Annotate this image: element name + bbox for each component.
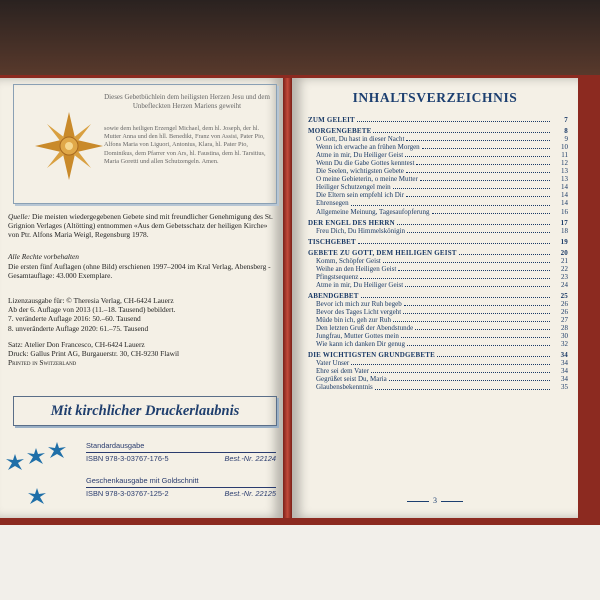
toc-entry-title: DIE WICHTIGSTEN GRUNDGEBETE (308, 351, 436, 360)
toc-entry-page: 23 (561, 272, 568, 281)
leader-dots (405, 156, 550, 157)
order-number: Best.-Nr. 22124 (224, 454, 276, 463)
toc-entry (308, 199, 568, 207)
leader-dots (389, 380, 550, 381)
toc-entry-page: 27 (561, 316, 568, 325)
leader-dots (383, 262, 550, 263)
toc-entry-title: Wenn ich erwache an frühen Morgen (316, 143, 420, 152)
blue-star-icon (27, 448, 45, 466)
leader-dots (361, 297, 550, 298)
isbn: ISBN 978-3-03767-176-5 (86, 454, 169, 463)
leader-dots (393, 188, 550, 189)
toc-entry-page: 14 (561, 183, 568, 192)
edition-name: Standardausgabe (86, 441, 145, 450)
toc-entry (308, 367, 568, 375)
leader-dots (398, 270, 550, 271)
toc-entry-page: 8 (564, 127, 568, 136)
toc-entry-page: 12 (561, 159, 568, 168)
toc-entry-title: O Gott, Du hast in dieser Nacht (316, 135, 405, 144)
toc-entry-page: 20 (560, 248, 568, 257)
leader-dots (415, 329, 550, 330)
toc-entry (308, 135, 568, 143)
toc-entry-title: Bevor ich mich zur Ruh begeb (316, 299, 402, 308)
leader-dots (406, 140, 550, 141)
illustration-caption: Dieses Gebetbüchlein dem heiligsten Herzen Jesu und dem Unbefleckten Herzen Mariens geweiht (104, 93, 270, 110)
toc-entry-title: Vater Unser (316, 359, 350, 368)
toc-entry-page: 34 (561, 367, 568, 376)
toc-entry-page: 34 (560, 351, 568, 360)
toc-entry-page: 10 (561, 143, 568, 152)
toc-entry-title: ZUM GELEIT (308, 116, 355, 124)
right-page (292, 78, 578, 518)
leader-dots (358, 243, 550, 244)
toc-entry-title: Wenn Du die Gabe Gottes kenntest (316, 159, 415, 168)
toc-entry-title: Heiliger Schutzengel mein (316, 183, 391, 192)
toc-entry-page: 26 (561, 308, 568, 317)
toc-entry (308, 257, 568, 265)
toc-section (308, 219, 568, 227)
isbn: ISBN 978-3-03767-125-2 (86, 489, 169, 498)
toc-entry-title: Den letzten Gruß der Abendstunde (316, 324, 414, 333)
toc-entry (308, 167, 568, 175)
toc-entry (308, 273, 568, 281)
toc-entry-page: 11 (561, 151, 568, 160)
leader-dots (373, 132, 550, 133)
toc-entry (308, 175, 568, 183)
toc-entry-title: Freu Dich, Du Himmelskönigin (316, 226, 406, 235)
toc-entry-page: 21 (561, 256, 568, 265)
toc-entry (308, 227, 568, 235)
leader-dots (371, 372, 550, 373)
toc-entry-title: Atme in mir, Du Heiliger Geist (316, 151, 404, 160)
edition-line: Ab der 6. Auflage von 2013 (11.–18. Tausend) bebildert. (8, 305, 176, 315)
imprimatur-banner (13, 396, 277, 426)
toc-entry-title: Gegrüßet seist Du, Maria (316, 375, 387, 384)
leader-dots (437, 356, 550, 357)
toc-entry-title: TISCHGEBET (308, 237, 356, 246)
toc-section (308, 116, 568, 124)
toc-entry-title: GEBETE ZU GOTT, DEM HEILIGEN GEIST (308, 248, 457, 257)
toc-entry-title: Weihe an den Heiligen Geist (316, 264, 397, 273)
book-spine (283, 78, 292, 518)
toc-entry-page: 17 (560, 218, 568, 227)
leader-dots (406, 172, 550, 173)
divider (86, 452, 276, 453)
leader-dots (407, 232, 550, 233)
toc-section (308, 249, 568, 257)
page-number (292, 496, 578, 505)
leader-dots (351, 205, 550, 206)
leader-dots (422, 148, 550, 149)
toc-entry-title: Müde bin ich, geh zur Ruh (316, 316, 392, 325)
leader-dots (404, 305, 550, 306)
toc-entry-page: 14 (561, 199, 568, 208)
illustration-box (13, 84, 277, 204)
leader-dots (403, 313, 550, 314)
toc-entry (308, 332, 568, 340)
toc-entry (308, 265, 568, 273)
toc-entry-page: 26 (561, 299, 568, 308)
toc-entry-title: Allgemeine Meinung, Tagesaufopferung (316, 207, 430, 216)
toc-entry-page: 32 (561, 340, 568, 349)
toc-entry-page: 22 (561, 264, 568, 273)
divider (86, 487, 276, 488)
rights-text: Alle Rechte vorbehalten (8, 252, 80, 261)
leader-dots (459, 254, 550, 255)
background-bottom (0, 520, 600, 600)
leader-dots (351, 364, 550, 365)
toc-entry (308, 208, 568, 216)
print-line: Printed in Switzerland (8, 358, 77, 368)
toc-entry (308, 340, 568, 348)
toc-entry-page: 18 (561, 226, 568, 235)
leader-dots (416, 164, 550, 165)
history-text: Die ersten fünf Auflagen (ohne Bild) erschienen 1997–2004 im Kral Verlag, Abensberg - Gesamtauflage: 43.000 Exemplare. (8, 262, 271, 281)
toc-entry (308, 316, 568, 324)
print-line: Satz: Atelier Don Francesco, CH-6424 Lauerz (8, 340, 145, 349)
edition-list (8, 296, 276, 333)
source-text: Die meisten wiedergegebenen Gebete sind mit freundlicher Genehmigung des St. Grignion Verlages (Altötting) entnommen «Aus dem Gebetsschatz der heiligen Kirche» von Ptr. Alfons Maria Weigl, Regensburg 1978. (8, 212, 273, 240)
toc-entry (308, 359, 568, 367)
toc-entry-page: 25 (560, 291, 568, 300)
toc-entry (308, 151, 568, 159)
blue-star-icon (6, 454, 24, 472)
toc-entry-title: Die Eltern sein empfehl ich Dir (316, 191, 405, 200)
toc-entry-title: Ehre sei dem Vater (316, 367, 369, 376)
toc-entry-page: 13 (561, 167, 568, 176)
toc-entry-page: 30 (561, 332, 568, 341)
leader-dots (407, 345, 550, 346)
toc-entry-title: Wie kann ich danken Dir genug (316, 340, 405, 349)
toc-section (308, 351, 568, 359)
toc-entry-page: 35 (561, 383, 568, 392)
background-top (0, 0, 600, 78)
leader-dots (406, 196, 550, 197)
print-info (8, 340, 276, 368)
toc-entry-page: 24 (561, 280, 568, 289)
toc-entry-page: 13 (561, 175, 568, 184)
source-label: Quelle: (8, 212, 31, 221)
leader-dots (405, 286, 550, 287)
toc-entry (308, 159, 568, 167)
toc-entry (308, 191, 568, 199)
toc-entry-title: Ehrensegen (316, 199, 349, 208)
page-title: INHALTSVERZEICHNIS (352, 90, 518, 105)
blue-star-icon (48, 442, 66, 460)
left-page (0, 78, 283, 518)
leader-dots (432, 213, 551, 214)
blue-star-icon (28, 488, 46, 506)
print-line: Druck: Gallus Print AG, Burgauerstr. 30, CH-9230 Flawil (8, 349, 180, 359)
toc-entry-title: Glaubensbekenntnis (316, 383, 373, 392)
toc-entry-page: 34 (561, 375, 568, 384)
edition-line: 7. veränderte Auflage 2016: 50.–60. Tausend (8, 314, 141, 324)
edition-standard (86, 441, 276, 464)
toc-entry-title: DER ENGEL DES HERRN (308, 218, 395, 227)
source-block (8, 212, 276, 240)
toc-entry-title: Komm, Schöpfer Geist (316, 256, 381, 265)
toc-entry (308, 281, 568, 289)
toc-entry-title: Jungfrau, Mutter Gottes mein (316, 332, 399, 341)
toc-entry-title: ABENDGEBET (308, 291, 359, 300)
toc-entry (308, 143, 568, 151)
toc-entry (308, 375, 568, 383)
edition-name: Geschenkausgabe mit Goldschnitt (86, 476, 199, 485)
toc-entry-page: 14 (561, 191, 568, 200)
toc-section (308, 292, 568, 300)
toc-entry-page: 19 (560, 237, 568, 246)
table-of-contents (308, 113, 568, 392)
imprimatur-text: Mit kirchlicher Druckerlaubnis (50, 402, 240, 419)
toc-entry-title: Atme in mir, Du Heiliger Geist (316, 280, 404, 289)
toc-entry (308, 308, 568, 316)
toc-entry (308, 383, 568, 391)
toc-entry-page: 9 (564, 135, 568, 144)
toc-entry (308, 324, 568, 332)
leader-dots (360, 278, 550, 279)
toc-section (308, 238, 568, 246)
toc-entry-page: 7 (564, 116, 568, 124)
leader-dots (420, 180, 550, 181)
illustration-body: sowie dem heiligen Erzengel Michael, dem hl. Joseph, der hl. Mutter Anna und den hll. Benedikt, Franz von Assisi, Pater Pio, Alfons Maria von Liguori, Antonius, Klara, hl. Pater Pio, Dominikus, dem Pfarrer von Ars, hl. Faustina, dem hl. Tarsitius, Maria Goretti und allen Schutzengeln. Amen. (104, 125, 266, 165)
page-number-value: 3 (433, 496, 437, 505)
leader-dots (393, 321, 550, 322)
toc-entry-title: Pfingstsequenz (316, 272, 359, 281)
toc-section (308, 127, 568, 135)
edition-line: 8. unveränderte Auflage 2020: 61.–75. Tausend (8, 323, 149, 333)
leader-dots (397, 224, 550, 225)
toc-entry-title: Bevor des Tages Licht vergeht (316, 308, 402, 317)
edition-line: Lizenzausgabe für: © Theresia Verlag, CH-6424 Lauerz (8, 296, 174, 305)
toc-entry-title: MORGENGEBETE (308, 127, 372, 136)
toc-entry-title: Die Seelen, wichtigsten Gebete (316, 167, 404, 176)
toc-entry-page: 16 (561, 207, 568, 216)
leader-dots (357, 121, 550, 122)
toc-entry (308, 300, 568, 308)
toc-entry-title: O meine Gebieterin, o meine Mutter (316, 175, 418, 184)
leader-dots (401, 337, 550, 338)
toc-entry-page: 34 (561, 359, 568, 368)
order-number: Best.-Nr. 22125 (224, 489, 276, 498)
edition-gift (86, 476, 276, 499)
toc-entry (308, 183, 568, 191)
golden-star-icon (34, 111, 104, 181)
leader-dots (375, 389, 550, 390)
toc-entry-page: 28 (561, 324, 568, 333)
